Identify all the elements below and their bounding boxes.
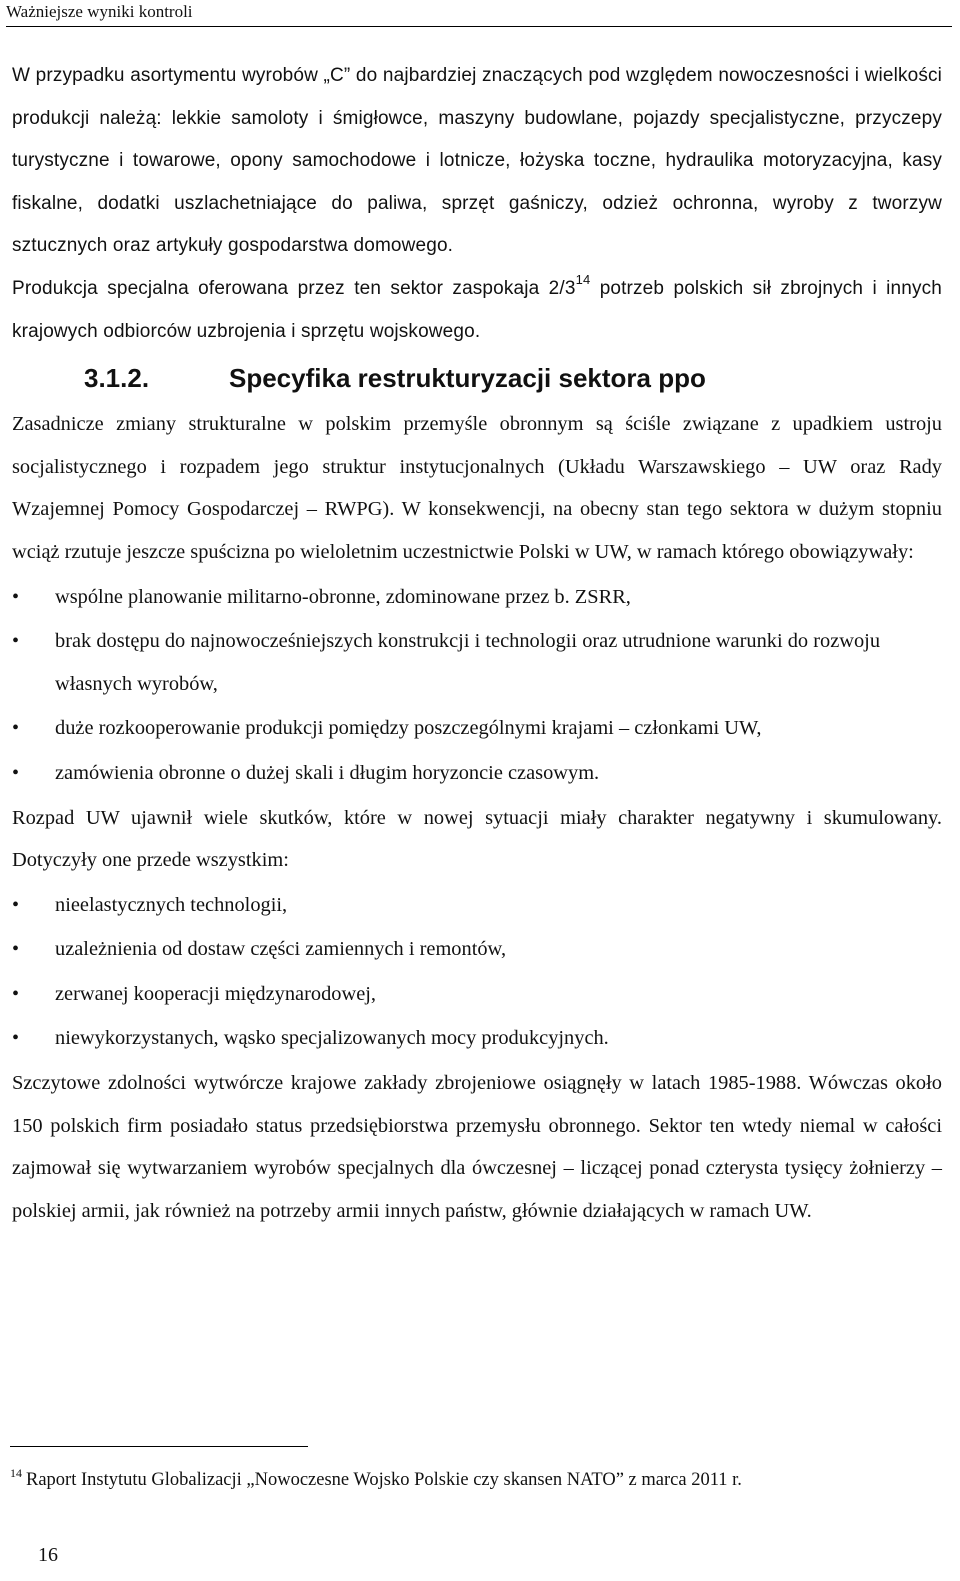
section-number: 3.1.2. — [84, 363, 150, 394]
body-text — [12, 55, 942, 1232]
paragraph-zmiany-strukturalne: Zasadnicze zmiany strukturalne w polskim przemyśle obronnym są ściśle związane z upadkiem ustroju socjalistycznego i rozpadem jego struktur instytucjonalnych (Układu Warszawskiego – UW oraz Rady Wzajemnej Pomocy Gospodarczej – RWPG). W konsekwencji, na obecny stan tego sektora w dużym stopniu wciąż rzutuje jeszcze spuścizna po wieloletnim uczestnictwie Polski w UW, w ramach którego obowiązywały: — [12, 413, 942, 563]
bullet-icon — [12, 620, 19, 663]
section-title: Specyfika restrukturyzacji sektora ppo — [229, 363, 706, 394]
bullet-icon — [12, 707, 19, 750]
page-number: 16 — [38, 1544, 58, 1566]
footnote-text: Raport Instytutu Globalizacji „Nowoczesne Wojsko Polskie czy skansen NATO” z marca 2011 r. — [26, 1470, 742, 1490]
bullet-icon — [12, 576, 19, 619]
list-item-text: brak dostępu do najnowocześniejszych konstrukcji i technologii oraz utrudnione warunki do rozwoju własnych wyrobów, — [55, 630, 881, 695]
list-item — [12, 620, 942, 705]
bullet-icon — [12, 928, 19, 971]
footnote-number: 14 — [10, 1466, 22, 1480]
list-item-text: wspólne planowanie militarno-obronne, zdominowane przez b. ZSRR, — [55, 585, 631, 608]
list-item-text: zamówienia obronne o dużej skali i długim horyzoncie czasowym. — [55, 761, 600, 784]
running-header: Ważniejsze wyniki kontroli — [6, 2, 193, 21]
paragraph-rozpad-uw: Rozpad UW ujawnił wiele skutków, które w nowej sytuacji miały charakter negatywny i skumulowany. Dotyczyły one przede wszystkim: — [12, 806, 942, 872]
list-skutki — [12, 884, 942, 1060]
bullet-icon — [12, 973, 19, 1016]
footnote — [10, 1466, 742, 1491]
paragraph-produkcja-specjalna — [12, 268, 942, 353]
list-item-text: nieelastycznych technologii, — [55, 893, 288, 916]
list-item — [12, 1017, 942, 1060]
list-item — [12, 576, 942, 619]
bullet-icon — [12, 752, 19, 795]
list-item-text: zerwanej kooperacji międzynarodowej, — [55, 982, 377, 1005]
list-item — [12, 752, 942, 795]
list-obowiazywaly — [12, 576, 942, 795]
footnote-reference: 14 — [575, 271, 591, 287]
list-item — [12, 928, 942, 971]
list-item — [12, 884, 942, 927]
list-item — [12, 973, 942, 1016]
list-item — [12, 707, 942, 750]
header-divider — [6, 26, 952, 27]
bullet-icon — [12, 884, 19, 927]
paragraph-produkcja-text-start: Produkcja specjalna oferowana przez ten sektor zaspokaja 2/3 — [12, 277, 576, 299]
list-item-text: niewykorzystanych, wąsko specjalizowanych mocy produkcyjnych. — [55, 1027, 609, 1050]
list-item-text: duże rozkooperowanie produkcji pomiędzy poszczególnymi krajami – członkami UW, — [55, 717, 762, 740]
paragraph-produkcja-text-end: potrzeb polskich sił zbrojnych i innych krajowych odbiorców uzbrojenia i sprzętu wojskowego. — [12, 277, 943, 342]
paragraph-asortyment: W przypadku asortymentu wyrobów „C” do najbardziej znaczących pod względem nowoczesności i wielkości produkcji należą: lekkie samoloty i śmigłowce, maszyny budowlane, pojazdy specjalistyczne, przyczepy turystyczne i towarowe, opony samochodowe i lotnicze, łożyska toczne, hydraulika motoryzacyjna, kasy fiskalne, dodatki uszlachetniające do paliwa, sprzęt gaśniczy, odzież ochronna, wyroby z tworzyw sztucznych oraz artykuły gospodarstwa domowego. — [12, 65, 942, 257]
paragraph-zdolnosci-wytworcze: Szczytowe zdolności wytwórcze krajowe zakłady zbrojeniowe osiągnęły w latach 1985-1988. Wówczas około 150 polskich firm posiadało status przedsiębiorstwa przemysłu obronnego. Sektor ten wtedy niemal w całości zajmował się wytwarzaniem wyrobów specjalnych dla ówczesnej – liczącej ponad czterysta tysięcy żołnierzy – polskiej armii, jak również na potrzeby armii innych państw, głównie działających w ramach UW. — [12, 1072, 942, 1222]
list-item-text: uzależnienia od dostaw części zamiennych i remontów, — [55, 938, 507, 961]
bullet-icon — [12, 1017, 19, 1060]
footnote-divider — [10, 1446, 308, 1447]
section-heading — [12, 353, 942, 403]
